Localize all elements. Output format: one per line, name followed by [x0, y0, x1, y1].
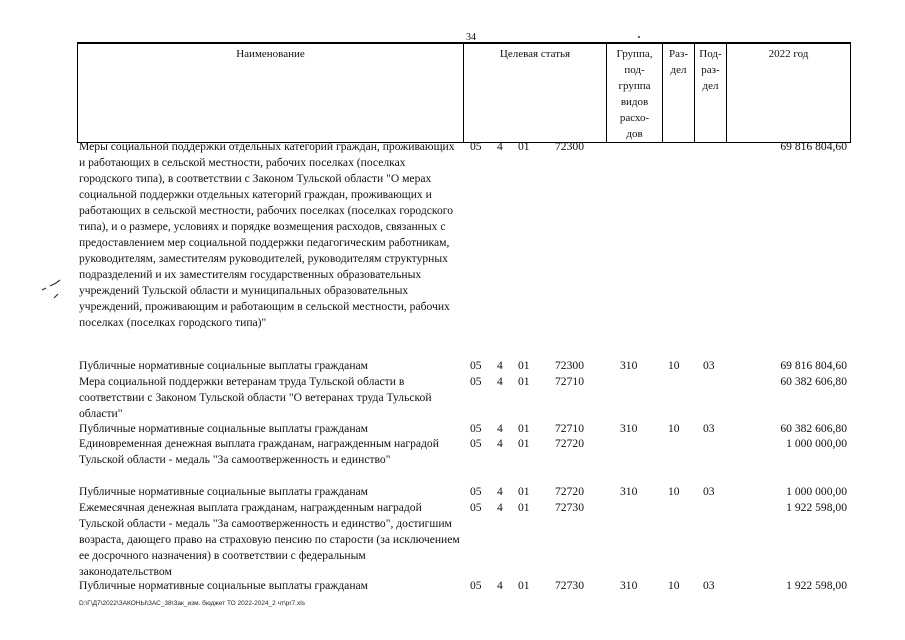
row-name: Публичные нормативные социальные выплаты гражданам — [79, 579, 368, 592]
row-amount: 60 382 606,80 — [780, 375, 847, 388]
header-subsection: Под- раз- дел — [695, 43, 727, 143]
row-name: Меры социальной поддержки отдельных категорий граждан, проживающих и работающих в сельской местности, рабочих поселках (поселках городского типа), в соответствии с Законом Тульской области "О мерах социальной поддержки отдельных категорий граждан, проживающих и работающих в сельской местности, рабочих поселках (поселках городского типа), и о размере, условиях и порядке возмещения расходов, связанных с предоставлением мер социальной поддержки педагогическим работникам, руководителям, заместителям руководителей, руководителям структурных подразделений и их заместителям государственных образовательных учреждений Тульской области и муниципальных образовательных учреждений, проживающим и работающим в сельской местности, рабочих поселках (поселках городского типа)" — [79, 140, 455, 329]
row-code-3: 01 — [518, 140, 530, 153]
row-code-2: 4 — [497, 359, 503, 372]
row-group: 310 — [620, 359, 638, 372]
row-name: Единовременная денежная выплата гражданам, награжденным наградой Тульской области - медаль "За самоотверженность и единство" — [79, 437, 439, 466]
row-amount: 69 816 804,60 — [780, 359, 847, 372]
table-header — [77, 42, 851, 143]
row-code-2: 4 — [497, 140, 503, 153]
page-number: 34 — [466, 32, 476, 43]
row-subsection: 03 — [703, 422, 715, 435]
scan-speck — [638, 36, 640, 38]
row-section: 10 — [668, 485, 680, 498]
row-code-4: 72730 — [555, 501, 584, 514]
row-amount: 1 922 598,00 — [786, 501, 847, 514]
header-year: 2022 год — [727, 43, 851, 143]
row-code-1: 05 — [470, 359, 482, 372]
row-name: Ежемесячная денежная выплата гражданам, награжденным наградой Тульской области - медаль "За самоотверженность и единство", достигшим возраста, дающего право на страховую пенсию по старости (за исключением ее досрочного назначения) в соответствии с федеральным законодательством — [79, 501, 460, 578]
row-name: Публичные нормативные социальные выплаты гражданам — [79, 485, 368, 498]
row-section: 10 — [668, 579, 680, 592]
row-code-2: 4 — [497, 437, 503, 450]
row-code-2: 4 — [497, 375, 503, 388]
row-subsection: 03 — [703, 359, 715, 372]
header-section: Раз- дел — [663, 43, 695, 143]
row-code-3: 01 — [518, 437, 530, 450]
row-amount: 1 000 000,00 — [786, 437, 847, 450]
row-name: Публичные нормативные социальные выплаты гражданам — [79, 422, 368, 435]
row-name: Мера социальной поддержки ветеранам труда Тульской области в соответствии с Законом Тульской области "О ветеранах труда Тульской области" — [79, 375, 432, 420]
row-code-3: 01 — [518, 579, 530, 592]
row-amount: 69 816 804,60 — [780, 140, 847, 153]
row-code-3: 01 — [518, 501, 530, 514]
row-code-1: 05 — [470, 485, 482, 498]
row-section: 10 — [668, 422, 680, 435]
row-group: 310 — [620, 485, 638, 498]
row-code-1: 05 — [470, 422, 482, 435]
row-code-1: 05 — [470, 437, 482, 450]
row-code-1: 05 — [470, 140, 482, 153]
row-amount: 60 382 606,80 — [780, 422, 847, 435]
row-code-4: 72300 — [555, 359, 584, 372]
row-subsection: 03 — [703, 579, 715, 592]
row-code-1: 05 — [470, 375, 482, 388]
file-path-footer: D:\Г\Д7\2022\ЗАКОНЫ\ЗАС_38\Зак_изм. бюджет ТО 2022-2024_2 чт\pr7.xls — [79, 600, 305, 607]
header-target-article: Целевая статья — [464, 43, 607, 143]
header-group: Группа, под- группа видов расхо- дов — [607, 43, 663, 143]
row-code-1: 05 — [470, 579, 482, 592]
row-code-2: 4 — [497, 485, 503, 498]
row-amount: 1 922 598,00 — [786, 579, 847, 592]
row-group: 310 — [620, 579, 638, 592]
row-code-2: 4 — [497, 501, 503, 514]
row-amount: 1 000 000,00 — [786, 485, 847, 498]
row-code-4: 72720 — [555, 437, 584, 450]
row-section: 10 — [668, 359, 680, 372]
header-name: Наименование — [78, 43, 464, 143]
row-name: Публичные нормативные социальные выплаты гражданам — [79, 359, 368, 372]
row-code-4: 72300 — [555, 140, 584, 153]
row-subsection: 03 — [703, 485, 715, 498]
row-code-4: 72720 — [555, 485, 584, 498]
row-code-4: 72730 — [555, 579, 584, 592]
row-code-4: 72710 — [555, 375, 584, 388]
row-group: 310 — [620, 422, 638, 435]
row-code-3: 01 — [518, 485, 530, 498]
row-code-2: 4 — [497, 422, 503, 435]
pen-mark — [40, 276, 70, 306]
row-code-3: 01 — [518, 422, 530, 435]
row-code-4: 72710 — [555, 422, 584, 435]
row-code-2: 4 — [497, 579, 503, 592]
row-code-3: 01 — [518, 375, 530, 388]
row-code-3: 01 — [518, 359, 530, 372]
row-code-1: 05 — [470, 501, 482, 514]
